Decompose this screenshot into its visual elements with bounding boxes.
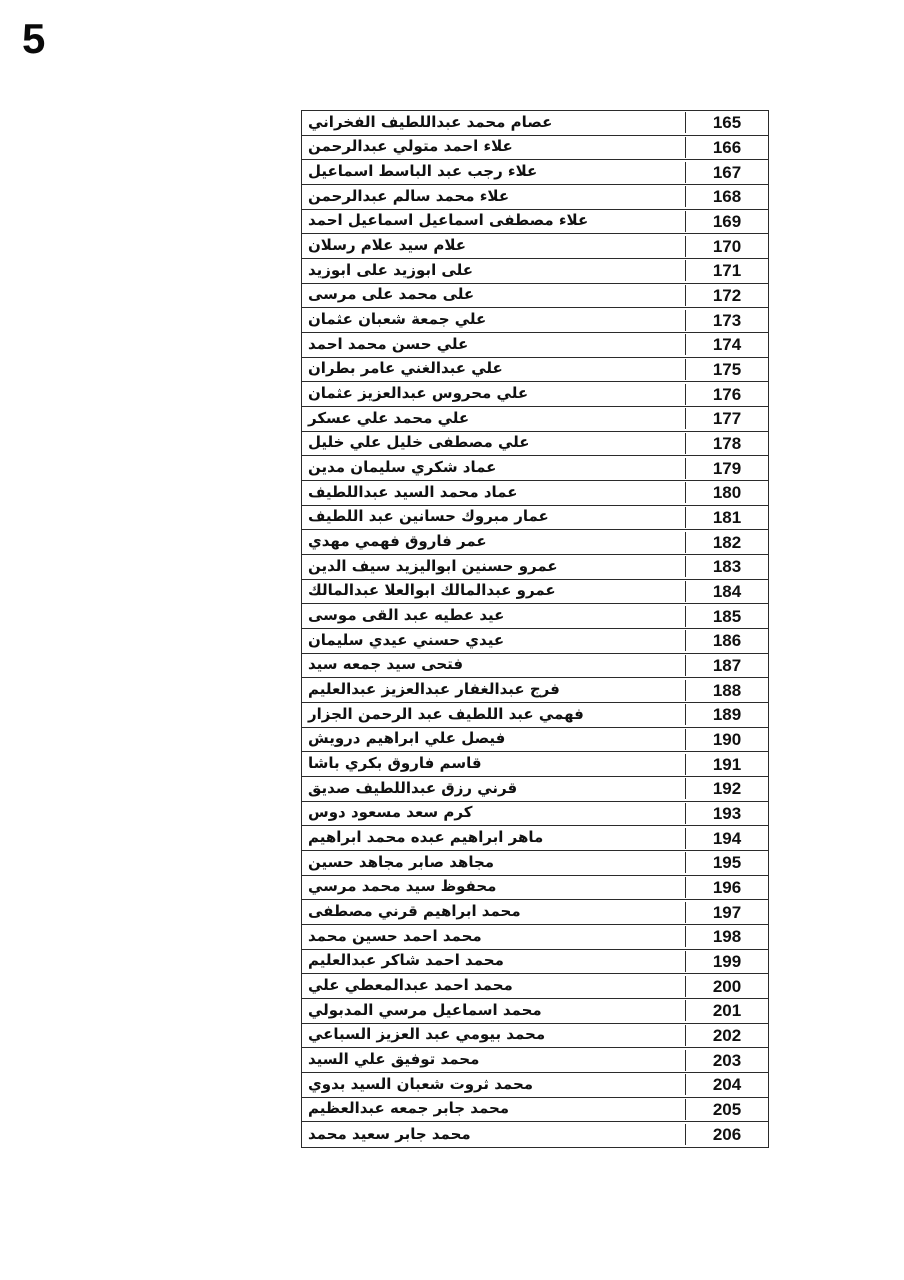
table-row [302,284,768,309]
table-row [302,950,768,975]
serial-number-cell: 200 [685,976,768,997]
table-row [302,333,768,358]
name-cell: قاسم فاروق بكري باشا [308,754,482,773]
name-cell: عيد عطيه عبد القى موسى [308,606,505,625]
name-cell: علي محمد علي عسكر [308,408,470,427]
table-row [302,1073,768,1098]
name-cell: محمد احمد عبدالمعطي علي [308,976,513,995]
table-row [302,851,768,876]
serial-number-cell: 202 [685,1025,768,1046]
name-cell: فهمي عبد اللطيف عبد الرحمن الجزار [308,704,584,723]
name-cell: علاء رجب عبد الباسط اسماعيل [308,162,538,181]
name-cell: فرج عبدالغفار عبدالعزيز عبدالعليم [308,680,560,699]
name-cell: محفوظ سيد محمد مرسي [308,877,497,896]
serial-number-cell: 175 [685,359,768,380]
serial-number-cell: 204 [685,1074,768,1095]
serial-number-cell: 201 [685,1000,768,1021]
serial-number-cell: 189 [685,704,768,725]
table-row [302,604,768,629]
serial-number-cell: 195 [685,852,768,873]
table-row [302,185,768,210]
table-row [302,432,768,457]
table-row [302,580,768,605]
serial-number-cell: 185 [685,606,768,627]
serial-number-cell: 180 [685,482,768,503]
name-cell: محمد بيومي عبد العزيز السباعي [308,1025,546,1044]
name-cell: علي مصطفى خليل علي خليل [308,433,530,452]
name-cell: عمر فاروق فهمي مهدي [308,532,487,551]
serial-number-cell: 187 [685,655,768,676]
name-cell: محمد ثروت شعبان السيد بدوي [308,1074,534,1093]
name-cell: عصام محمد عبداللطيف الفخراني [308,112,553,131]
serial-number-cell: 172 [685,285,768,306]
name-cell: محمد احمد حسين محمد [308,926,482,945]
name-cell: عيدي حسني عيدي سليمان [308,630,505,649]
name-cell: فتحى سيد جمعه سيد [308,655,464,674]
name-cell: عمرو عبدالمالك ابوالعلا عبدالمالك [308,581,556,600]
table-row [302,530,768,555]
table-row [302,234,768,259]
name-cell: عمرو حسنين ابواليزيد سيف الدين [308,556,558,575]
table-row [302,456,768,481]
name-cell: علام سيد علام رسلان [308,236,467,255]
name-cell: محمد جابر جمعه عبدالعظيم [308,1099,510,1118]
serial-number-cell: 191 [685,754,768,775]
name-cell: كرم سعد مسعود دوس [308,803,473,822]
serial-number-cell: 193 [685,803,768,824]
table-row [302,136,768,161]
name-cell: على محمد على مرسى [308,285,475,304]
table-row [302,752,768,777]
table-row [302,111,768,136]
name-cell: عمار مبروك حسانين عبد اللطيف [308,507,549,526]
name-cell: علي عبدالغني عامر بطران [308,359,503,378]
serial-number-cell: 199 [685,951,768,972]
table-row [302,826,768,851]
name-cell: علاء مصطفى اسماعيل اسماعيل احمد [308,211,589,230]
table-row [302,900,768,925]
table-row [302,654,768,679]
serial-number-cell: 188 [685,680,768,701]
serial-number-cell: 206 [685,1124,768,1145]
serial-number-cell: 197 [685,902,768,923]
table-row [302,925,768,950]
name-cell: علي حسن محمد احمد [308,334,469,353]
serial-number-cell: 198 [685,926,768,947]
serial-number-cell: 196 [685,877,768,898]
table-row [302,1048,768,1073]
name-cell: محمد توفيق علي السيد [308,1050,480,1069]
table-row [302,876,768,901]
name-cell: عماد محمد السيد عبداللطيف [308,482,518,501]
name-cell: فيصل علي ابراهيم درويش [308,729,506,748]
table-row [302,802,768,827]
table-row [302,974,768,999]
serial-number-cell: 167 [685,162,768,183]
page-number: 5 [22,15,46,62]
table-row [302,358,768,383]
name-cell: محمد اسماعيل مرسي المدبولي [308,1000,542,1019]
name-cell: ماهر ابراهيم عبده محمد ابراهيم [308,828,544,847]
name-cell: محمد احمد شاكر عبدالعليم [308,951,504,970]
serial-number-cell: 179 [685,458,768,479]
name-cell: علي جمعة شعبان عثمان [308,310,487,329]
name-cell: محمد جابر سعيد محمد [308,1124,471,1143]
serial-number-cell: 170 [685,236,768,257]
serial-number-cell: 168 [685,186,768,207]
serial-number-cell: 173 [685,310,768,331]
table-row [302,999,768,1024]
serial-number-cell: 169 [685,211,768,232]
name-cell: علي محروس عبدالعزيز عثمان [308,384,529,403]
table-row [302,407,768,432]
name-cell: محمد ابراهيم قرني مصطفى [308,902,521,921]
table-row [302,1024,768,1049]
serial-number-cell: 182 [685,532,768,553]
serial-number-cell: 203 [685,1050,768,1071]
name-cell: علاء محمد سالم عبدالرحمن [308,186,510,205]
name-cell: على ابوزيد على ابوزيد [308,260,473,279]
table-row [302,728,768,753]
serial-number-cell: 166 [685,137,768,158]
table-row [302,382,768,407]
table-row [302,1098,768,1123]
table-row [302,308,768,333]
name-cell: مجاهد صابر مجاهد حسين [308,852,495,871]
name-cell: قرني رزق عبداللطيف صديق [308,778,518,797]
serial-number-cell: 177 [685,408,768,429]
serial-number-cell: 183 [685,556,768,577]
serial-number-cell: 205 [685,1099,768,1120]
table-row [302,210,768,235]
table-row [302,160,768,185]
serial-number-cell: 171 [685,260,768,281]
table-row [302,777,768,802]
serial-number-cell: 194 [685,828,768,849]
serial-number-cell: 184 [685,581,768,602]
serial-number-cell: 186 [685,630,768,651]
table-row [302,481,768,506]
serial-number-cell: 165 [685,112,768,133]
serial-number-cell: 192 [685,778,768,799]
name-cell: عماد شكري سليمان مدين [308,458,497,477]
table-row [302,703,768,728]
serial-number-cell: 174 [685,334,768,355]
serial-number-cell: 190 [685,729,768,750]
table-row [302,629,768,654]
roster-table [301,110,769,1148]
table-row [302,259,768,284]
table-row [302,506,768,531]
serial-number-cell: 176 [685,384,768,405]
serial-number-cell: 181 [685,507,768,528]
table-row [302,555,768,580]
table-row [302,1122,768,1147]
name-cell: علاء احمد متولي عبدالرحمن [308,137,513,156]
serial-number-cell: 178 [685,433,768,454]
table-row [302,678,768,703]
